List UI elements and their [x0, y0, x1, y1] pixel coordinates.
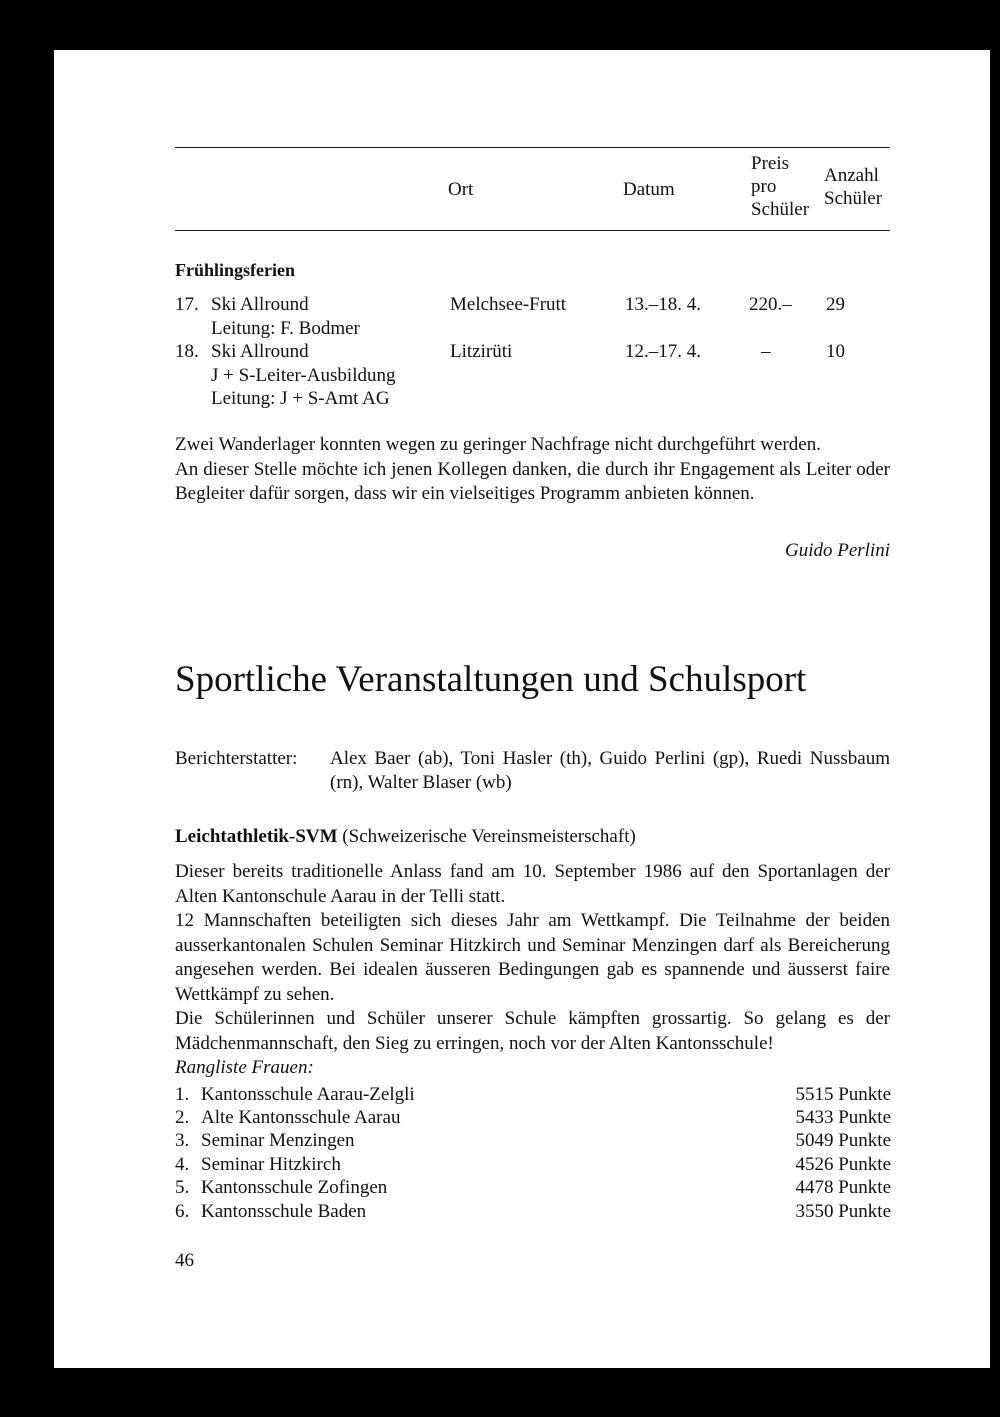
- rank-points: 5433 Punkte: [795, 1107, 891, 1128]
- row-17-line: Leitung: F. Bodmer: [211, 317, 360, 339]
- rank-points: 3550 Punkte: [795, 1201, 891, 1222]
- rank-number: 2.: [175, 1107, 190, 1128]
- row-18-preis: –: [761, 341, 771, 362]
- reporters-label: Berichterstatter:: [175, 748, 298, 769]
- rank-points: 5049 Punkte: [795, 1130, 891, 1151]
- svm-subtitle: (Schweizerische Vereinsmeisterschaft): [342, 826, 636, 847]
- row-17-ort: Melchsee-Frutt: [450, 294, 567, 315]
- rank-number: 5.: [175, 1177, 190, 1198]
- section-title: Sportliche Veranstaltungen und Schulsport: [175, 659, 807, 700]
- ranking-row: [175, 1129, 891, 1152]
- svm-paragraph-3: Die Schülerinnen und Schüler unserer Schule kämpften grossartig. So gelang es der Mädchenmannschaft, den Sieg zu erringen, noch vor der Alten Kantonsschule!: [175, 1008, 890, 1054]
- row-18-line: Leitung: J + S-Amt AG: [211, 388, 390, 409]
- rank-number: 3.: [175, 1130, 190, 1151]
- row-18-anzahl: 10: [826, 341, 845, 362]
- svm-paragraph-2: 12 Mannschaften beteiligten sich dieses Jahr am Wettkampf. Die Teilnahme der beiden ausserkantonalen Schulen Seminar Hitzkirch und Seminar Menzingen darf als Bereicherung angesehen werden. Bei idealen äusseren Bedingungen gab es spannende und äusserst faire Wettkämpf zu sehen.: [175, 910, 890, 1005]
- header-preis: [751, 152, 809, 221]
- rank-number: 6.: [175, 1201, 190, 1222]
- ranking-row: [175, 1176, 891, 1199]
- header-preis-line: Schüler: [751, 199, 810, 220]
- ranking-title: Rangliste Frauen:: [175, 1057, 314, 1078]
- row-17-desc: [211, 293, 360, 340]
- rank-number: 4.: [175, 1154, 190, 1175]
- rank-number: 1.: [175, 1084, 190, 1105]
- row-17-anzahl: 29: [826, 294, 845, 315]
- rank-school: Seminar Hitzkirch: [201, 1154, 341, 1175]
- svm-paragraph-1: Dieser bereits traditionelle Anlass fand am 10. September 1986 auf den Sportanlagen der Alten Kantonschule Aarau in der Telli statt.: [175, 861, 890, 907]
- reporters-text: Alex Baer (ab), Toni Hasler (th), Guido Perlini (gp), Ruedi Nussbaum (rn), Walter Blaser (wb): [330, 748, 890, 793]
- header-anzahl-line: Schüler: [824, 188, 883, 209]
- header-datum: Datum: [623, 179, 675, 200]
- ranking-row: [175, 1153, 891, 1176]
- table-top-rule: [175, 147, 890, 148]
- row-17-num: 17.: [175, 294, 199, 315]
- header-anzahl: [824, 164, 882, 210]
- ranking-row: [175, 1106, 891, 1129]
- row-18-datum: 12.–17. 4.: [625, 341, 701, 362]
- rank-school: Kantonsschule Baden: [201, 1201, 367, 1222]
- notes-paragraph-1: Zwei Wanderlager konnten wegen zu geringer Nachfrage nicht durchgeführt werden.: [175, 434, 821, 455]
- ranking-row: [175, 1200, 891, 1223]
- svm-title: Leichtathletik-SVM: [175, 826, 338, 847]
- row-18-ort: Litzirüti: [450, 341, 513, 362]
- rank-school: Kantonsschule Zofingen: [201, 1177, 388, 1198]
- notes-text: [175, 433, 890, 507]
- rank-points: 4478 Punkte: [795, 1177, 891, 1198]
- ranking-row: [175, 1083, 891, 1106]
- page-number: 46: [175, 1250, 194, 1271]
- row-18-line: J + S-Leiter-Ausbildung: [211, 364, 396, 386]
- rank-school: Kantonsschule Aarau-Zelgli: [201, 1084, 415, 1105]
- rank-points: 4526 Punkte: [795, 1154, 891, 1175]
- svm-text: [175, 860, 890, 1056]
- row-17-datum: 13.–18. 4.: [625, 294, 701, 315]
- header-preis-line: pro: [751, 176, 777, 197]
- header-preis-line: Preis: [751, 153, 789, 174]
- row-18-line: Ski Allround: [211, 341, 309, 362]
- header-anzahl-line: Anzahl: [824, 165, 879, 186]
- rank-school: Alte Kantonsschule Aarau: [201, 1107, 401, 1128]
- row-18-num: 18.: [175, 341, 199, 362]
- row-18-desc: [211, 340, 395, 411]
- svm-heading: [175, 826, 636, 848]
- row-17-line: Ski Allround: [211, 294, 309, 315]
- rank-points: 5515 Punkte: [795, 1084, 891, 1105]
- notes-paragraph-2: An dieser Stelle möchte ich jenen Kollegen danken, die durch ihr Engagement als Leiter oder Begleiter dafür sorgen, dass wir ein vielseitiges Programm anbieten können.: [175, 458, 890, 504]
- rank-school: Seminar Menzingen: [201, 1130, 355, 1151]
- row-17-preis: 220.–: [749, 294, 792, 315]
- signature: Guido Perlini: [784, 540, 890, 561]
- header-ort: Ort: [448, 179, 474, 200]
- section-fruehlingsferien: Frühlingsferien: [175, 260, 295, 280]
- table-header-rule: [175, 230, 890, 231]
